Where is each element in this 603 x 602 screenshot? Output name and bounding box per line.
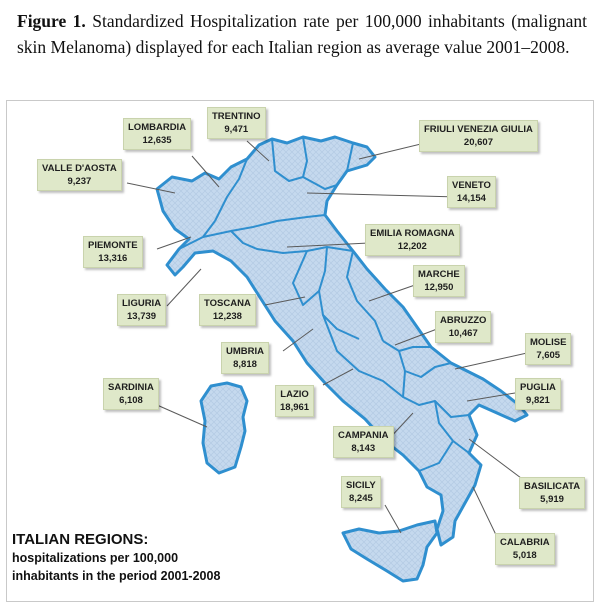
label-valle-daosta: VALLE D'AOSTA 9,237 — [37, 159, 122, 191]
label-basilicata: BASILICATA 5,919 — [519, 477, 585, 509]
label-abruzzo: ABRUZZO 10,467 — [435, 311, 491, 343]
label-lazio: LAZIO 18,961 — [275, 385, 314, 417]
label-puglia: PUGLIA 9,821 — [515, 378, 561, 410]
label-veneto: VENETO 14,154 — [447, 176, 496, 208]
map-legend — [12, 530, 220, 585]
figure-caption — [17, 8, 587, 60]
label-umbria: UMBRIA 8,818 — [221, 342, 269, 374]
legend-title: ITALIAN REGIONS: — [12, 531, 149, 548]
label-trentino: TRENTINO 9,471 — [207, 107, 266, 139]
sicily-island — [343, 521, 437, 581]
figure-caption-text: Standardized Hospitalization rate per 100,000 inhabitants (malignant skin Melanoma) displayed for each Italian region as average value 2001–2008. — [17, 11, 588, 57]
label-molise: MOLISE 7,605 — [525, 333, 571, 365]
label-marche: MARCHE 12,950 — [413, 265, 465, 297]
label-sicily: SICILY 8,245 — [341, 476, 381, 508]
label-friuli-venezia-giulia: FRIULI VENEZIA GIULIA 20,607 — [419, 120, 538, 152]
label-campania: CAMPANIA 8,143 — [333, 426, 394, 458]
legend-line-1: hospitalizations per 100,000 — [12, 551, 179, 565]
figure-label: Figure 1. — [17, 11, 86, 31]
label-lombardia: LOMBARDIA 12,635 — [123, 118, 191, 150]
label-liguria: LIGURIA 13,739 — [117, 294, 166, 326]
label-toscana: TOSCANA 12,238 — [199, 294, 256, 326]
label-sardinia: SARDINIA 6,108 — [103, 378, 159, 410]
label-emilia-romagna: EMILIA ROMAGNA 12,202 — [365, 224, 460, 256]
sardinia-island — [201, 383, 247, 473]
legend-line-2: inhabitants in the period 2001-2008 — [12, 569, 221, 583]
label-piemonte: PIEMONTE 13,316 — [83, 236, 143, 268]
map-figure — [6, 100, 594, 602]
label-calabria: CALABRIA 5,018 — [495, 533, 555, 565]
